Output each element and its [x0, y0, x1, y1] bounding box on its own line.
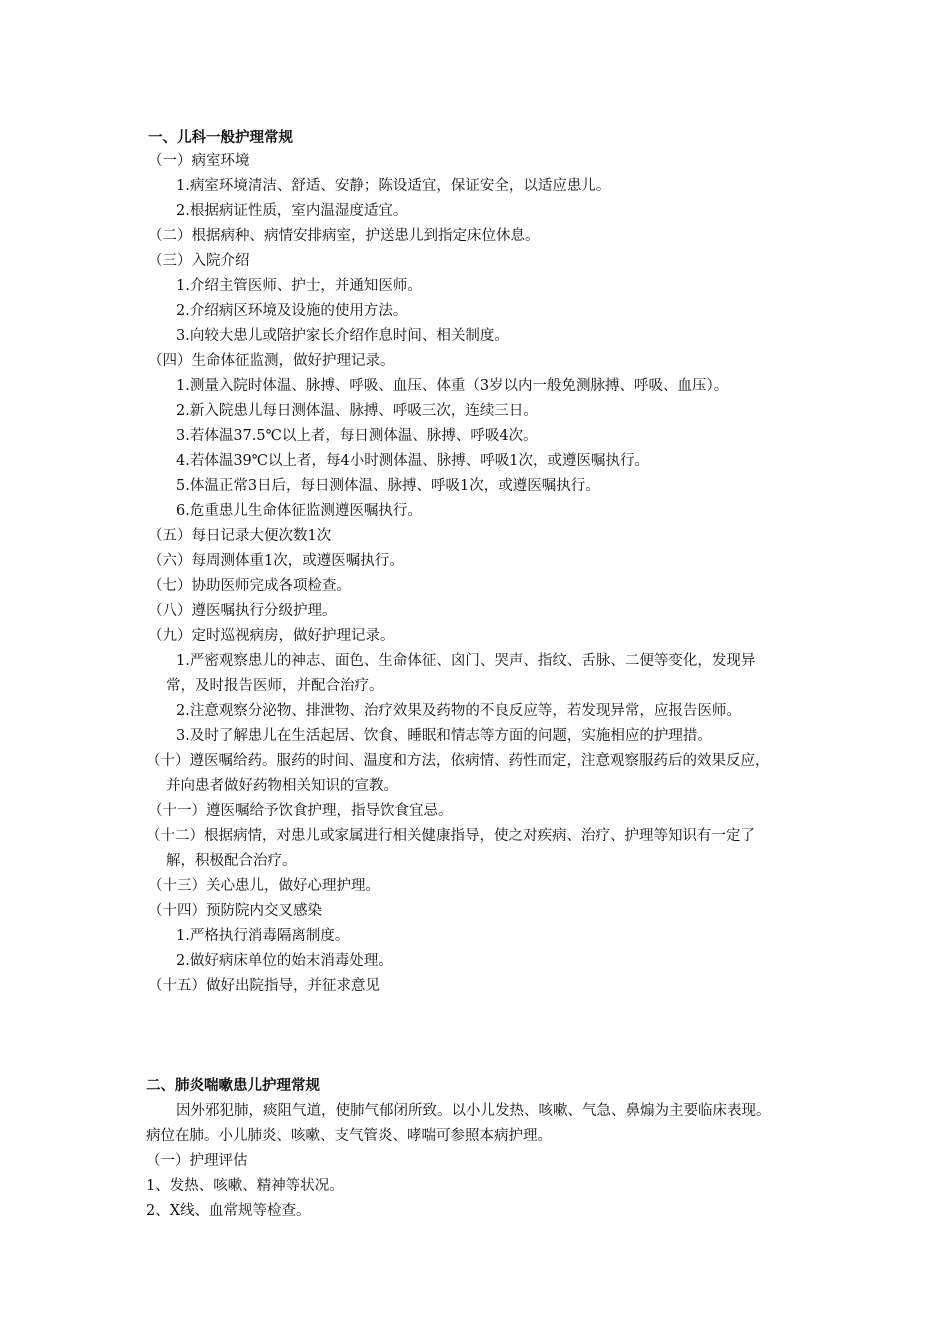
section-1-line: 1.严格执行消毒隔离制度。	[176, 928, 350, 944]
section-1-line: 2.新入院患儿每日测体温、脉搏、呼吸三次，连续三日。	[176, 403, 538, 419]
section-1-line: 3.若体温37.5℃以上者，每日测体温、脉搏、呼吸4次。	[176, 428, 538, 444]
section-2-heading: 二、肺炎喘嗽患儿护理常规	[146, 1078, 320, 1094]
section-1-line: 2.根据病证性质，室内温湿度适宜。	[176, 203, 408, 219]
section-1-line: 4.若体温39℃以上者，每4小时测体温、脉搏、呼吸1次，或遵医嘱执行。	[176, 453, 649, 469]
section-1-line: 并向患者做好药物相关知识的宣教。	[166, 778, 398, 794]
section-1-line: （四）生命体征监测，做好护理记录。	[148, 353, 395, 369]
section-1-line: 1.测量入院时体温、脉搏、呼吸、血压、体重（3岁以内一般免测脉搏、呼吸、血压）。	[176, 378, 729, 394]
section-2-line: 1、发热、咳嗽、精神等状况。	[146, 1178, 344, 1194]
section-1-line: （九）定时巡视病房，做好护理记录。	[148, 628, 395, 644]
section-1-line: 2.注意观察分泌物、排泄物、治疗效果及药物的不良反应等，若发现异常，应报告医师。	[176, 703, 741, 719]
section-1-line: （八）遵医嘱执行分级护理。	[148, 603, 337, 619]
section-2-line: 因外邪犯肺，痰阻气道，使肺气郁闭所致。以小儿发热、咳嗽、气急、鼻煽为主要临床表现。	[176, 1103, 771, 1119]
section-1-heading: 一、儿科一般护理常规	[148, 130, 293, 146]
section-1-line: （六）每周测体重1次，或遵医嘱执行。	[148, 553, 404, 569]
section-2-line: 2、X线、血常规等检查。	[146, 1203, 311, 1219]
section-1-line: 解，积极配合治疗。	[166, 853, 297, 869]
section-1-line: （三）入院介绍	[148, 253, 250, 269]
section-1-line: （五）每日记录大便次数1次	[148, 528, 332, 544]
section-1-line: 3.及时了解患儿在生活起居、饮食、睡眠和情志等方面的问题，实施相应的护理措。	[176, 728, 712, 744]
section-1-line: （十二）根据病情，对患儿或家属进行相关健康指导，使之对疾病、治疗、护理等知识有一定了	[146, 828, 755, 844]
section-1-line: （七）协助医师完成各项检查。	[148, 578, 351, 594]
section-1-line: 6.危重患儿生命体征监测遵医嘱执行。	[176, 503, 422, 519]
section-2-line: （一）护理评估	[146, 1153, 248, 1169]
section-1-line: （十四）预防院内交叉感染	[148, 903, 322, 919]
section-1-line: 常，及时报告医师，并配合治疗。	[166, 678, 384, 694]
section-1-line: （十一）遵医嘱给予饮食护理，指导饮食宜忌。	[148, 803, 453, 819]
section-1-line: 3.向较大患儿或陪护家长介绍作息时间、相关制度。	[176, 328, 509, 344]
section-1-line: （一）病室环境	[148, 153, 250, 169]
section-1-line: 2.做好病床单位的始末消毒处理。	[176, 953, 393, 969]
section-1-line: 1.介绍主管医师、护士，并通知医师。	[176, 278, 422, 294]
section-1-line: （二）根据病种、病情安排病室，护送患儿到指定床位休息。	[148, 228, 540, 244]
section-1-line: （十三）关心患儿，做好心理护理。	[148, 878, 380, 894]
section-1-line: 5.体温正常3日后，每日测体温、脉搏、呼吸1次，或遵医嘱执行。	[176, 478, 600, 494]
section-1-line: 1.严密观察患儿的神志、面色、生命体征、囟门、哭声、指纹、舌脉、二便等变化，发现异	[176, 653, 756, 669]
section-1-line: 2.介绍病区环境及设施的使用方法。	[176, 303, 408, 319]
section-1-line: （十）遵医嘱给药。服药的时间、温度和方法，依病情、药性而定，注意观察服药后的效果反应，	[146, 753, 770, 769]
section-1-line: （十五）做好出院指导，并征求意见	[148, 978, 380, 994]
section-1-line: 1.病室环境清洁、舒适、安静；陈设适宜，保证安全，以适应患儿。	[176, 178, 611, 194]
section-2-line: 病位在肺。小儿肺炎、咳嗽、支气管炎、哮喘可参照本病护理。	[146, 1128, 552, 1144]
